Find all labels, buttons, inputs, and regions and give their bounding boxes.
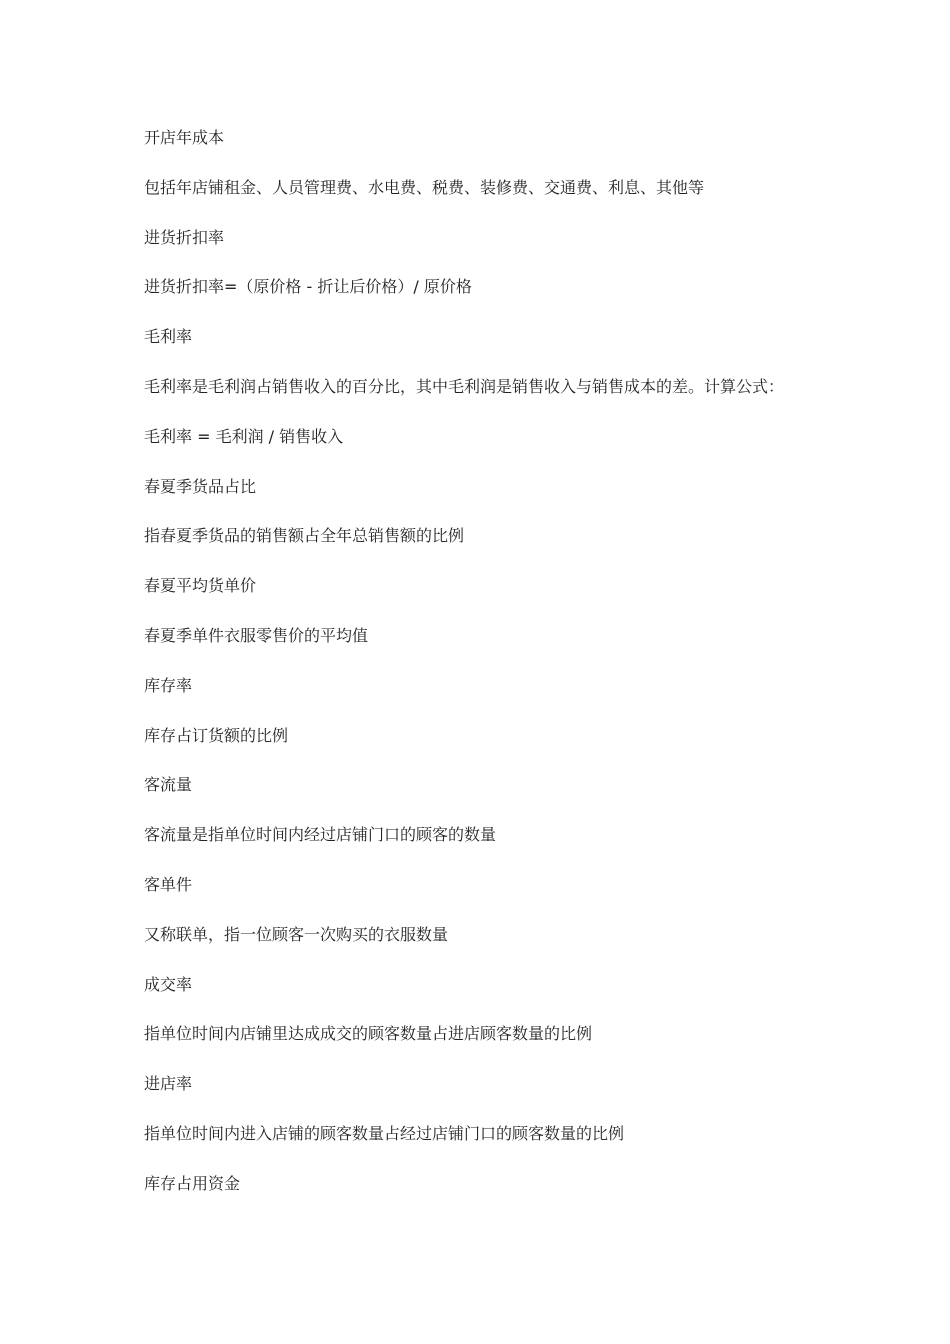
definition-inventory-rate: 库存占订货额的比例 [144,725,289,745]
definition-spring-summer-average-price: 春夏季单件衣服零售价的平均值 [144,625,369,645]
definition-conversion-rate: 指单位时间内店铺里达成成交的顾客数量占进店顾客数量的比例 [144,1024,593,1044]
text-lines [144,125,904,1221]
definition-foot-traffic: 客流量是指单位时间内经过店铺门口的顾客的数量 [144,825,497,845]
definition-spring-summer-share: 指春夏季货品的销售额占全年总销售额的比例 [144,526,465,546]
term-foot-traffic: 客流量 [144,775,193,795]
definition-entry-rate: 指单位时间内进入店铺的顾客数量占经过店铺门口的顾客数量的比例 [144,1123,625,1143]
term-entry-rate: 进店率 [144,1074,193,1094]
definition-items-per-customer: 又称联单，指一位顾客一次购买的衣服数量 [144,924,449,944]
formula-gross-margin: 毛利率 = 毛利润 / 销售收入 [144,426,344,446]
term-conversion-rate: 成交率 [144,974,193,994]
term-spring-summer-share: 春夏季货品占比 [144,476,257,496]
term-purchase-discount-rate: 进货折扣率 [144,227,225,247]
term-inventory-capital: 库存占用资金 [144,1173,241,1193]
definition-purchase-discount-rate: 进货折扣率=（原价格 - 折让后价格）/ 原价格 [144,277,472,297]
definition-opening-annual-cost: 包括年店铺租金、人员管理费、水电费、税费、装修费、交通费、利息、其他等 [144,177,705,197]
term-spring-summer-average-price: 春夏平均货单价 [144,576,257,596]
term-inventory-rate: 库存率 [144,675,193,695]
term-opening-annual-cost: 开店年成本 [144,128,225,147]
term-gross-margin: 毛利率 [144,327,193,347]
term-items-per-customer: 客单件 [144,874,193,894]
definition-gross-margin: 毛利率是毛利润占销售收入的百分比，其中毛利润是销售收入与销售成本的差。计算公式： [144,376,785,396]
